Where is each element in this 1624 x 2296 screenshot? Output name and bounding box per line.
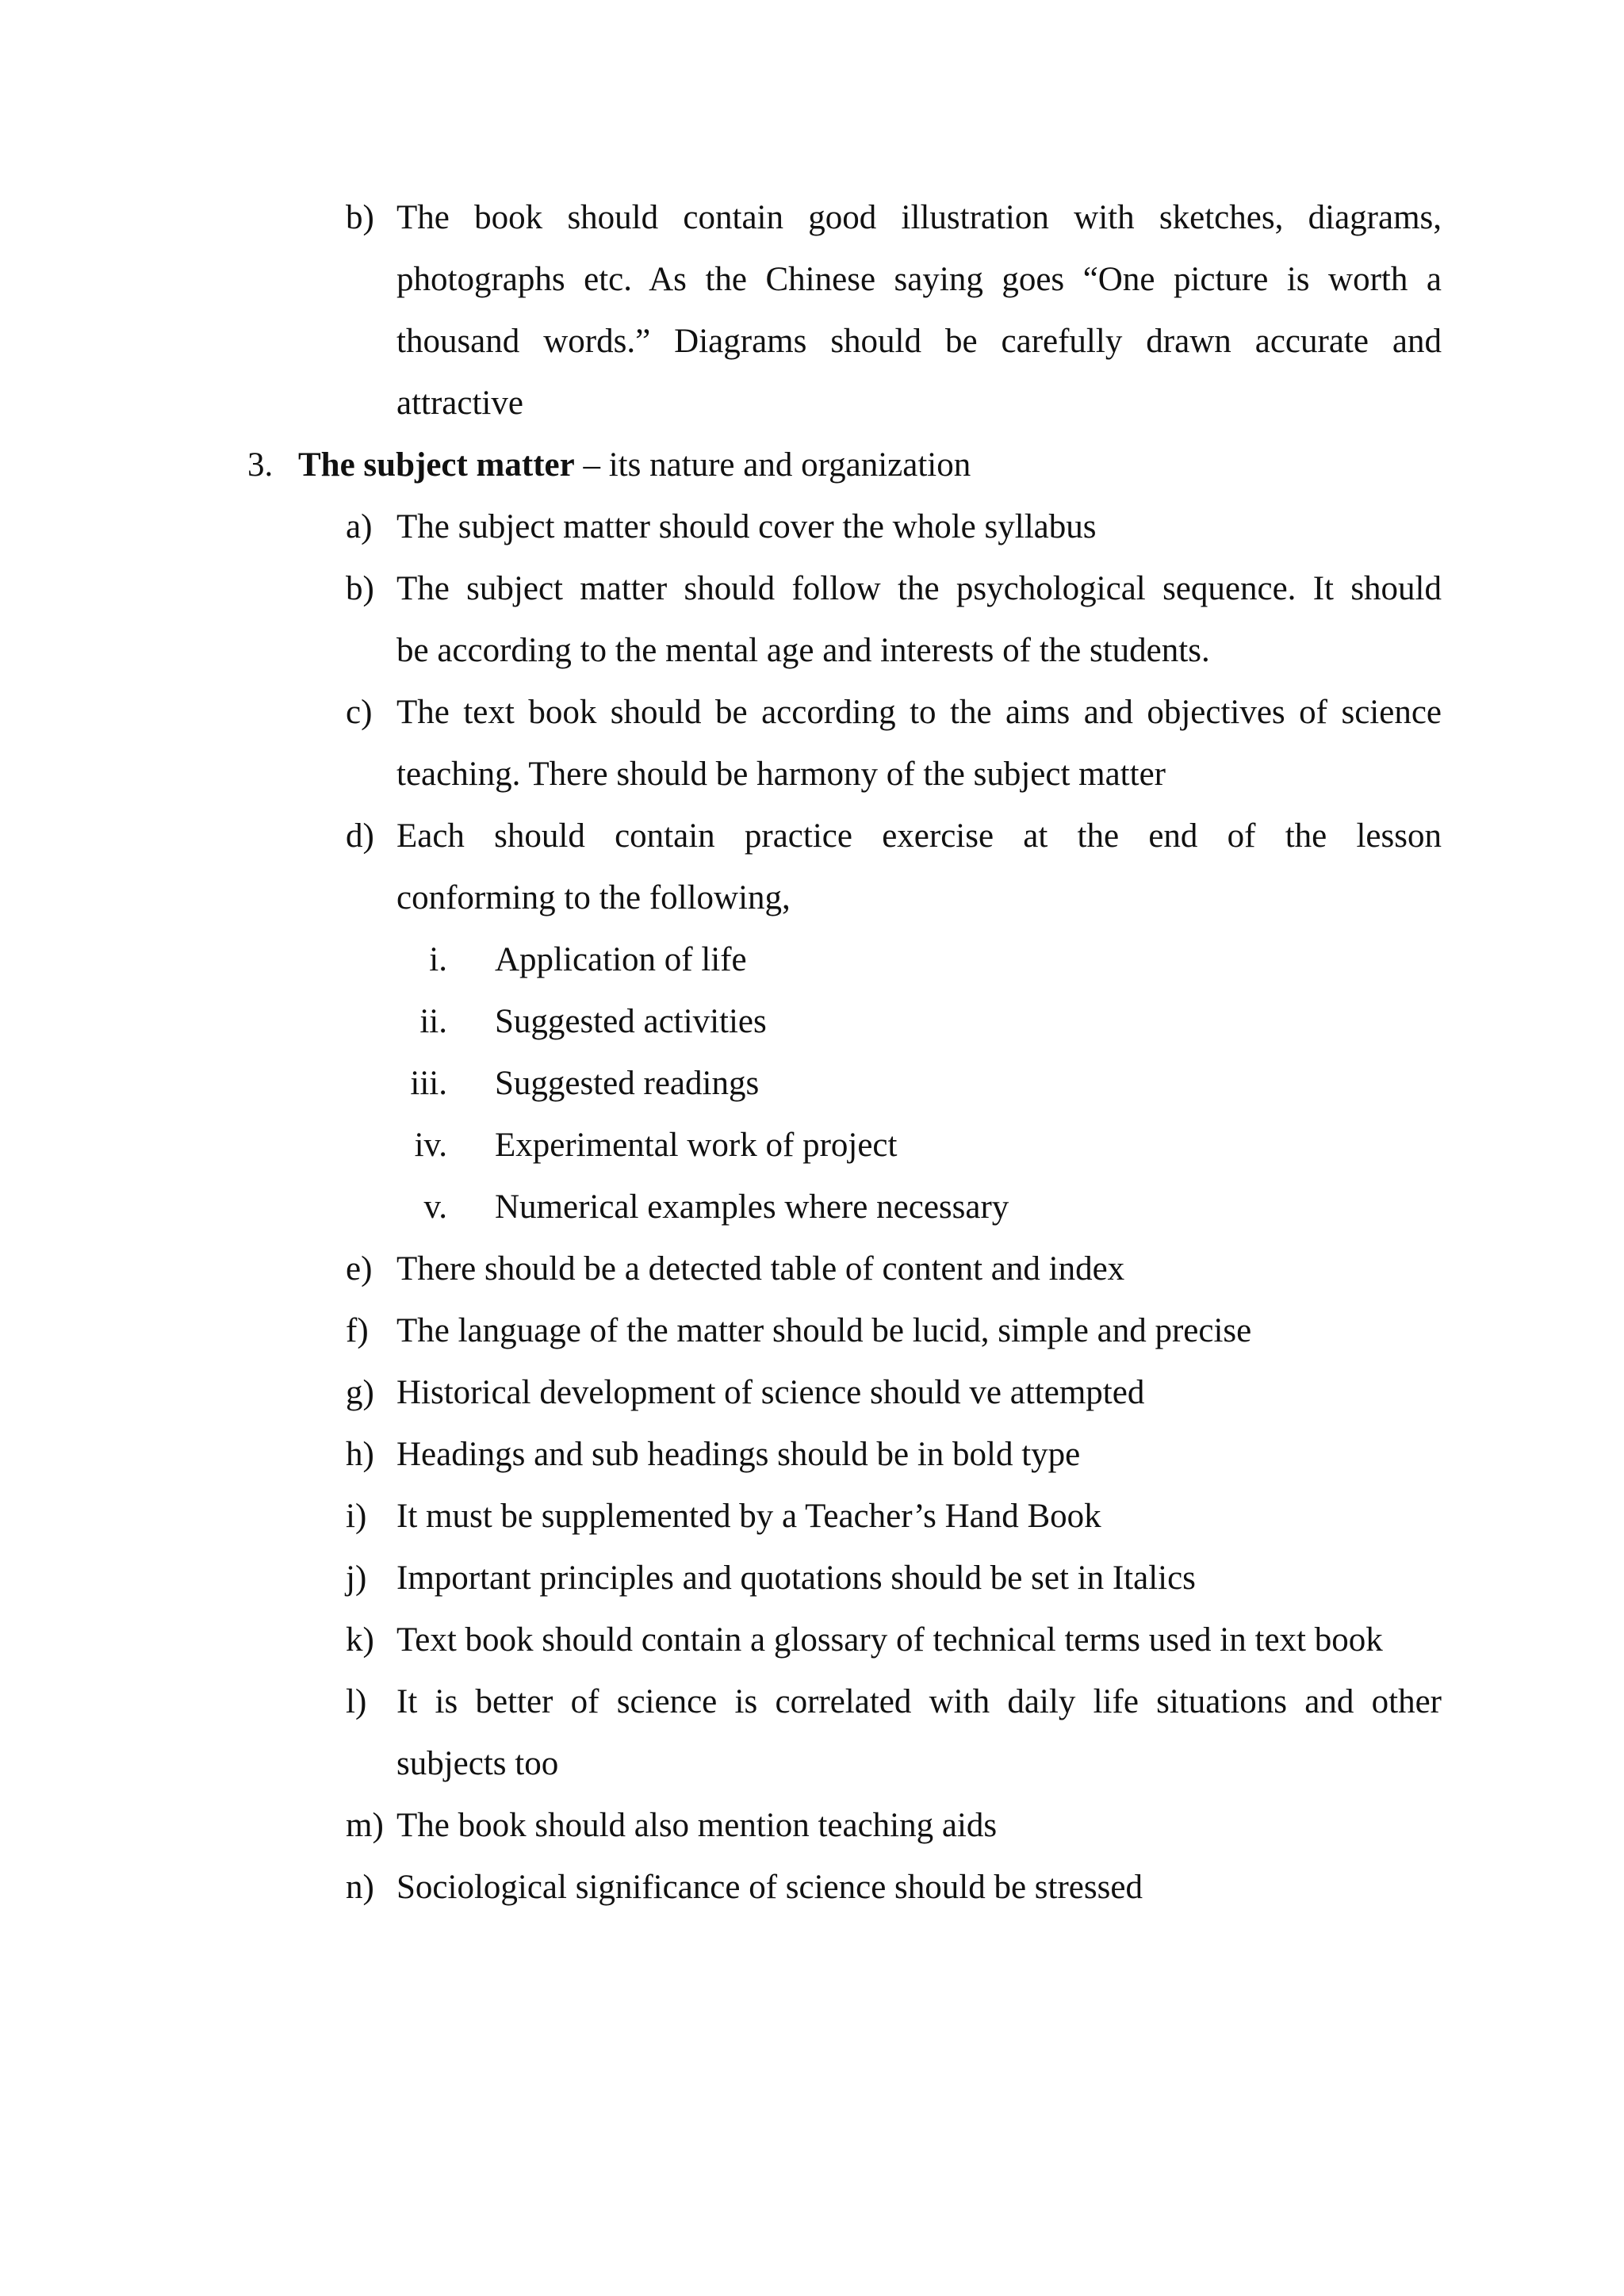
list-item-line: The subject matter should follow the psychological sequence. It should bbox=[396, 570, 1442, 607]
sublist-marker: v. bbox=[423, 1188, 447, 1226]
list-marker: h) bbox=[346, 1436, 374, 1473]
list-marker: n) bbox=[346, 1869, 374, 1906]
list-item-line: conforming to the following, bbox=[396, 879, 791, 916]
list-item-line: It must be supplemented by a Teacher’s Hand Book bbox=[396, 1498, 1101, 1535]
list-marker: l) bbox=[346, 1683, 367, 1720]
list-item-line: attractive bbox=[396, 385, 523, 422]
list-item-line: The book should also mention teaching aids bbox=[396, 1807, 998, 1844]
list-item-line: be according to the mental age and interests of the students. bbox=[396, 632, 1210, 669]
list-item-line: Important principles and quotations should be set in Italics bbox=[396, 1559, 1196, 1597]
sublist-marker: ii. bbox=[419, 1003, 447, 1040]
sublist-item: Application of life bbox=[495, 941, 747, 978]
list-marker: b) bbox=[346, 199, 374, 236]
sublist-item: Numerical examples where necessary bbox=[495, 1188, 1009, 1226]
list-item-line: photographs etc. As the Chinese saying goes “One picture is worth a bbox=[396, 261, 1442, 298]
list-marker: j) bbox=[346, 1559, 367, 1597]
section-number: 3. bbox=[247, 446, 274, 484]
list-marker: k) bbox=[346, 1621, 374, 1659]
list-item-line: Historical development of science should ve attempted bbox=[396, 1374, 1145, 1411]
list-marker: d) bbox=[346, 817, 374, 855]
list-item-line: Sociological significance of science should be stressed bbox=[396, 1869, 1143, 1906]
sublist-marker: i. bbox=[429, 941, 447, 978]
list-item-line: Each should contain practice exercise at the end of the lesson bbox=[396, 817, 1442, 855]
list-marker: c) bbox=[346, 694, 373, 731]
section-heading bbox=[298, 434, 971, 496]
section-title: The subject matter bbox=[298, 446, 575, 484]
sublist-item: Experimental work of project bbox=[495, 1127, 898, 1164]
section-subtitle: – its nature and organization bbox=[574, 446, 971, 484]
list-marker: e) bbox=[346, 1250, 373, 1288]
list-item-line: The text book should be according to the aims and objectives of science bbox=[396, 694, 1442, 731]
list-item-line: The language of the matter should be lucid, simple and precise bbox=[396, 1312, 1252, 1349]
list-marker: b) bbox=[346, 570, 374, 607]
list-item-line: It is better of science is correlated with daily life situations and other bbox=[396, 1683, 1442, 1720]
list-item-line: Headings and sub headings should be in bold type bbox=[396, 1436, 1081, 1473]
list-marker: a) bbox=[346, 508, 373, 545]
list-marker: i) bbox=[346, 1498, 367, 1535]
list-item-line: Text book should contain a glossary of technical terms used in text book bbox=[396, 1621, 1383, 1659]
list-item-line: thousand words.” Diagrams should be carefully drawn accurate and bbox=[396, 323, 1442, 360]
list-item-line: There should be a detected table of content and index bbox=[396, 1250, 1125, 1288]
sublist-item: Suggested readings bbox=[495, 1065, 760, 1102]
list-item-line: The subject matter should cover the whole syllabus bbox=[396, 508, 1097, 545]
sublist-marker: iv. bbox=[414, 1127, 447, 1164]
list-item-line: subjects too bbox=[396, 1745, 559, 1782]
sublist-marker: iii. bbox=[410, 1065, 447, 1102]
list-marker: m) bbox=[346, 1807, 384, 1844]
list-marker: g) bbox=[346, 1374, 374, 1411]
list-item-line: teaching. There should be harmony of the subject matter bbox=[396, 756, 1166, 793]
list-item-line: The book should contain good illustration with sketches, diagrams, bbox=[396, 199, 1442, 236]
list-marker: f) bbox=[346, 1312, 369, 1349]
sublist-item: Suggested activities bbox=[495, 1003, 767, 1040]
